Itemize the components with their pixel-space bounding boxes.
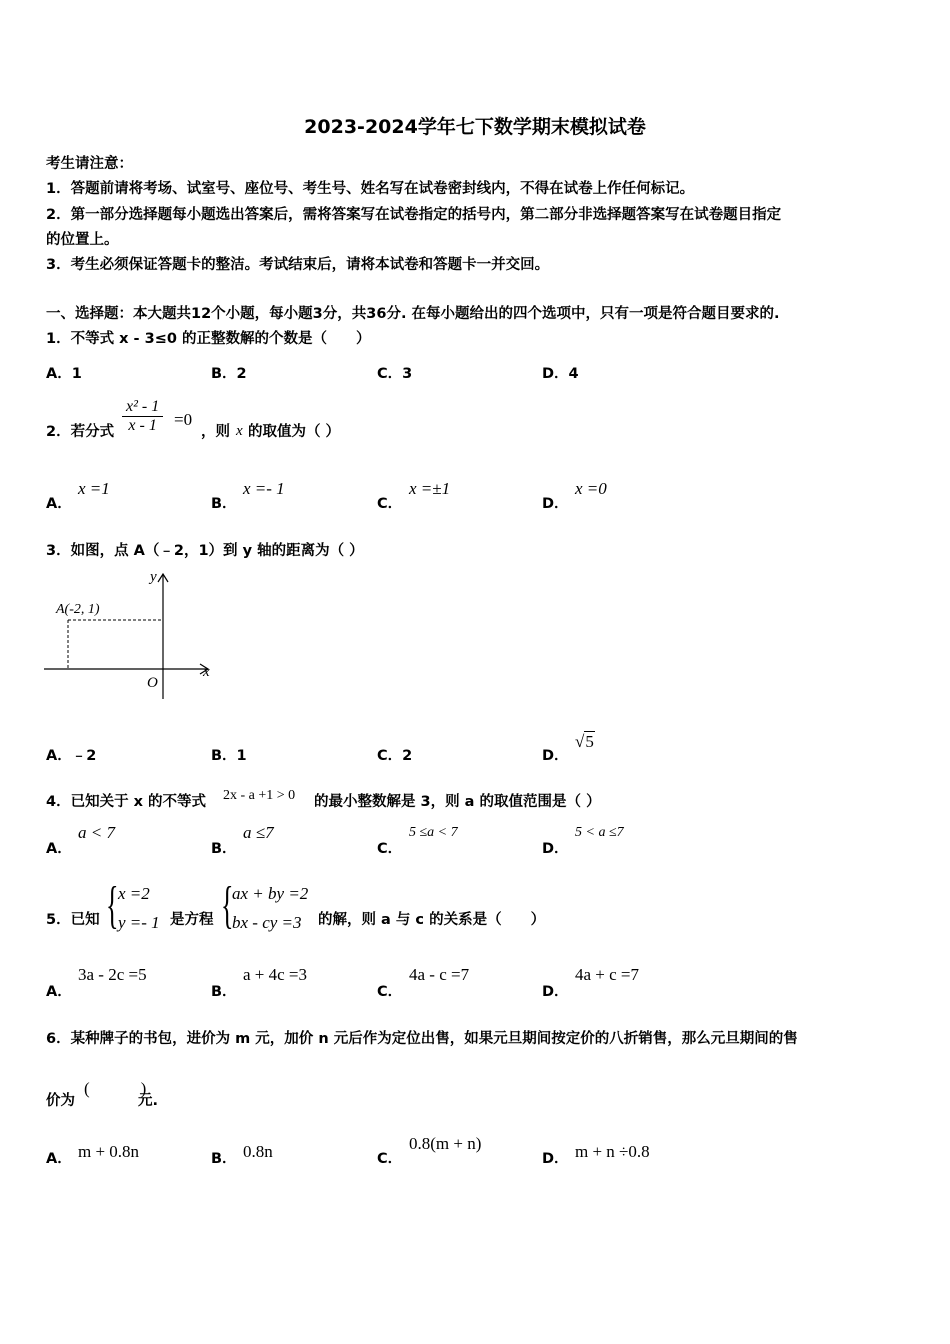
q5-label-b: B． [211,984,237,1000]
q5-label-a: A． [46,984,72,1000]
section-heading: 一、选择题：本大题共12个小题，每小题3分，共36分. 在每小题给出的四个选项中，只有一项是符合题目要求的. [46,306,780,322]
q3-option-d: D． [542,748,569,764]
q2-label-d: D． [542,496,569,512]
q2-value-a: x =1 [78,479,110,498]
notice-item-2-cont: 的位置上。 [46,232,119,248]
q3-option-b: B．1 [211,748,247,764]
q2-fraction [122,398,163,435]
q2-value-d: x =0 [575,479,607,498]
q3-option-c: C．2 [377,748,413,764]
q5-system-2-eq1: ax + by =2 [232,884,309,903]
q5-system-1 [118,879,160,937]
q4-value-c: 5 ≤a < 7 [409,825,458,840]
notice-item-1: 1．答题前请将考场、试室号、座位号、考生号、姓名写在试卷密封线内，不得在试卷上作任何标记。 [46,181,695,197]
q3-stem: 3．如图，点 A（﹣2，1）到 y 轴的距离为（ ） [46,543,364,559]
q5-system-2 [232,879,308,937]
q5-label-d: D． [542,984,569,1000]
q6-label-d: D． [542,1151,569,1167]
q1-stem: 1．不等式 x - 3≤0 的正整数解的个数是（ ） [46,331,371,347]
q6-label-c: C． [377,1151,403,1167]
q4-value-b: a ≤7 [243,823,274,842]
q5-value-d: 4a + c =7 [575,965,640,984]
q2-suffix-b: 的取值为（ ） [248,424,341,440]
q2-suffix-a: ，则 [201,424,230,440]
notice-heading: 考生请注意： [46,156,133,172]
q5-label-c: C． [377,984,403,1000]
q1-option-b: B．2 [211,366,247,382]
q2-label-a: A． [46,496,72,512]
y-axis-label: y [150,569,157,585]
q6-value-c: 0.8(m + n) [409,1134,482,1153]
q1-option-d: D．4 [542,366,579,382]
q2-fraction-denominator: x - 1 [128,417,157,434]
q3-sqrt-radicand: 5 [585,732,594,751]
q1-option-a: A．1 [46,366,82,382]
point-a-label: A(-2, 1) [56,602,100,617]
page-title: 2023-2024学年七下数学期末模拟试卷 [304,116,646,138]
q4-label-b: B． [211,841,237,857]
q6-value-b: 0.8n [243,1142,273,1161]
q3-option-a: A．﹣2 [46,748,97,764]
q5-brace-1: { [106,877,119,934]
q4-label-c: C． [377,841,403,857]
q2-prefix: 2．若分式 [46,424,115,440]
q4-value-a: a < 7 [78,823,115,842]
q2-label-c: C． [377,496,403,512]
q2-fraction-numerator: x² - 1 [122,398,163,417]
q5-system-1-eq1: x =2 [118,884,150,903]
q2-value-c: x =±1 [409,479,451,498]
q6-paren: ( ) [84,1079,147,1098]
q4-stem-a: 4．已知关于 x 的不等式 [46,794,207,810]
q5-system-1-eq2: y =- 1 [118,913,160,932]
q6-stem: 6．某种牌子的书包，进价为 m 元，加价 n 元后作为定位出售，如果元旦期间按定价的八折销售，那么元旦期间的售 [46,1031,798,1047]
q6-value-a: m + 0.8n [78,1142,140,1161]
q6-label-a: A． [46,1151,72,1167]
notice-item-3: 3．考生必须保证答题卡的整洁。考试结束后，请将本试卷和答题卡一并交回。 [46,257,550,273]
q5-suffix: 的解，则 a 与 c 的关系是（ ） [318,912,546,928]
q6-stem2-b: 元. [138,1093,159,1109]
q2-label-b: B． [211,496,237,512]
q5-value-b: a + 4c =3 [243,965,308,984]
q5-value-c: 4a - c =7 [409,965,470,984]
q3-option-d-sqrt: √5 [575,732,594,751]
q2-equals: =0 [174,410,193,429]
x-axis-label: x [203,664,210,680]
q2-variable: x [236,423,243,439]
q4-label-a: A． [46,841,72,857]
q4-value-d: 5 < a ≤7 [575,825,624,840]
q5-system-2-eq2: bx - cy =3 [232,913,302,932]
q5-brace-2: { [221,877,234,934]
origin-label: O [147,675,158,691]
q6-stem2-a: 价为 [46,1093,75,1109]
q4-inequality: 2x - a +1 > 0 [223,788,296,803]
q5-value-a: 3a - 2c =5 [78,965,147,984]
q2-value-b: x =- 1 [243,479,285,498]
q4-stem-b: 的最小整数解是 3，则 a 的取值范围是（ ） [314,794,601,810]
q6-value-d: m + n ÷0.8 [575,1142,650,1161]
q5-prefix: 5．已知 [46,912,100,928]
q6-label-b: B． [211,1151,237,1167]
q5-mid: 是方程 [170,912,214,928]
q3-coordinate-figure [40,564,225,704]
q4-label-d: D． [542,841,569,857]
q1-option-c: C．3 [377,366,413,382]
notice-item-2: 2．第一部分选择题每小题选出答案后，需将答案写在试卷指定的括号内，第二部分非选择题答案写在试卷题目指定 [46,207,782,223]
